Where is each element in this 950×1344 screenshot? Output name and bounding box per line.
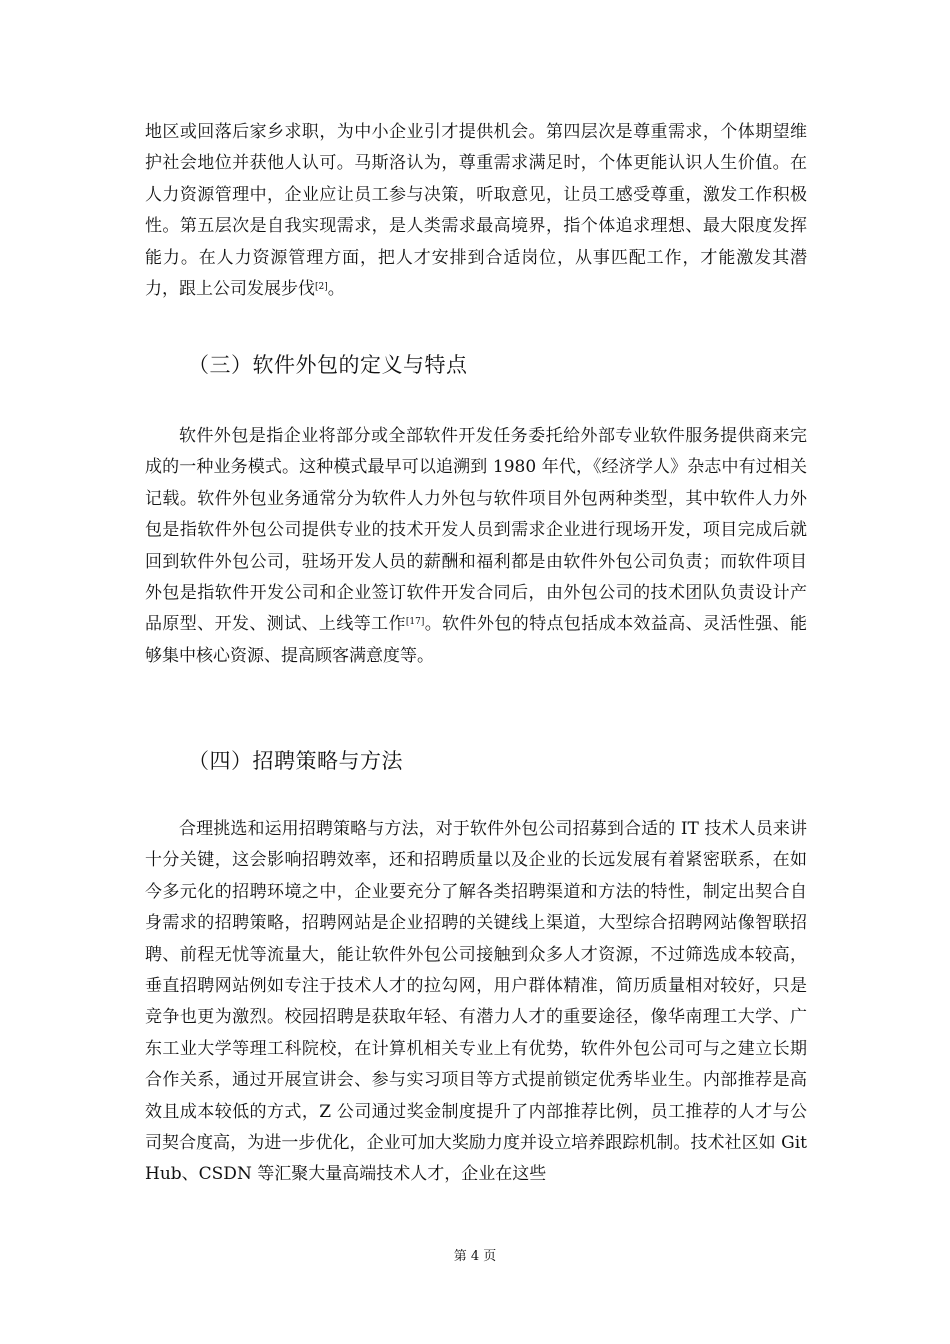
paragraph-recruitment-strategy [145,814,807,1191]
citation: [2] [315,282,328,293]
paragraph-text: 合理挑选和运用招聘策略与方法，对于软件外包公司招募到合适的 IT 技术人员来讲十分关键，这会影响招聘效率，还和招聘质量以及企业的长远发展有着紧密联系，在如今多元化的招聘环境之中，企业要充分了解各类招聘渠道和方法的特性，制定出契合自身需求的招聘策略，招聘网站是企业招聘的关键线上渠道，大型综合招聘网站像智联招聘、前程无忧等流量大，能让软件外包公司接触到众多人才资源，不过筛选成本较高，垂直招聘网站例如专注于技术人才的拉勾网，用户群体精准，简历质量相对较好，只是竞争也更为激烈。校园招聘是获取年轻、有潜力人才的重要途径，像华南理工大学、广东工业大学等理工科院校，在计算机相关专业上有优势，软件外包公司可与之建立长期合作关系，通过开展宣讲会、参与实习项目等方式提前锁定优秀毕业生。内部推荐是高效且成本较低的方式，Z 公司通过奖金制度提升了内部推荐比例，员工推荐的人才与公司契合度高，为进一步优化，企业可加大奖励力度并设立培养跟踪机制。技术社区如 GitHub、CSDN 等汇聚大量高端技术人才，企业在这些 [145,819,807,1185]
citation: [17] [405,617,425,628]
paragraph-text: 软件外包是指企业将部分或全部软件开发任务委托给外部专业软件服务提供商来完成的一种业务模式。这种模式最早可以追溯到 1980 年代，《经济学人》杂志中有过相关记载。软件外包业务通常分为软件人力外包与软件项目外包两种类型，其中软件人力外包是指软件外包公司提供专业的技术开发人员到需求企业进行现场开发，项目完成后就回到软件外包公司，驻场开发人员的薪酬和福利都是由软件外包公司负责；而软件项目外包是指软件开发公司和企业签订软件开发合同后，由外包公司的技术团队负责设计产品原型、开发、测试、上线等工作 [145,426,807,635]
section-heading-outsourcing-definition: （三）软件外包的定义与特点 [188,353,468,377]
page-number: 第 4 页 [453,1249,497,1264]
section-heading-recruitment-strategy: （四）招聘策略与方法 [188,749,403,773]
paragraph-maslow-needs [145,117,807,305]
paragraph-text: 地区或回落后家乡求职，为中小企业引才提供机会。第四层次是尊重需求，个体期望维护社会地位并获他人认可。马斯洛认为，尊重需求满足时，个体更能认识人生价值。在人力资源管理中，企业应让员工参与决策，听取意见，让员工感受尊重，激发工作积极性。第五层次是自我实现需求，是人类需求最高境界，指个体追求理想、最大限度发挥能力。在人力资源管理方面，把人才安排到合适岗位，从事匹配工作，才能激发其潜力，跟上公司发展步伐 [145,122,807,300]
paragraph-end: 。 [327,279,345,300]
paragraph-outsourcing-definition [145,421,807,672]
paragraph-text-continued: 。软件外包的特点包括成本效益高、灵活性强、能够集中核心资源、提高顾客满意度等。 [145,614,808,666]
